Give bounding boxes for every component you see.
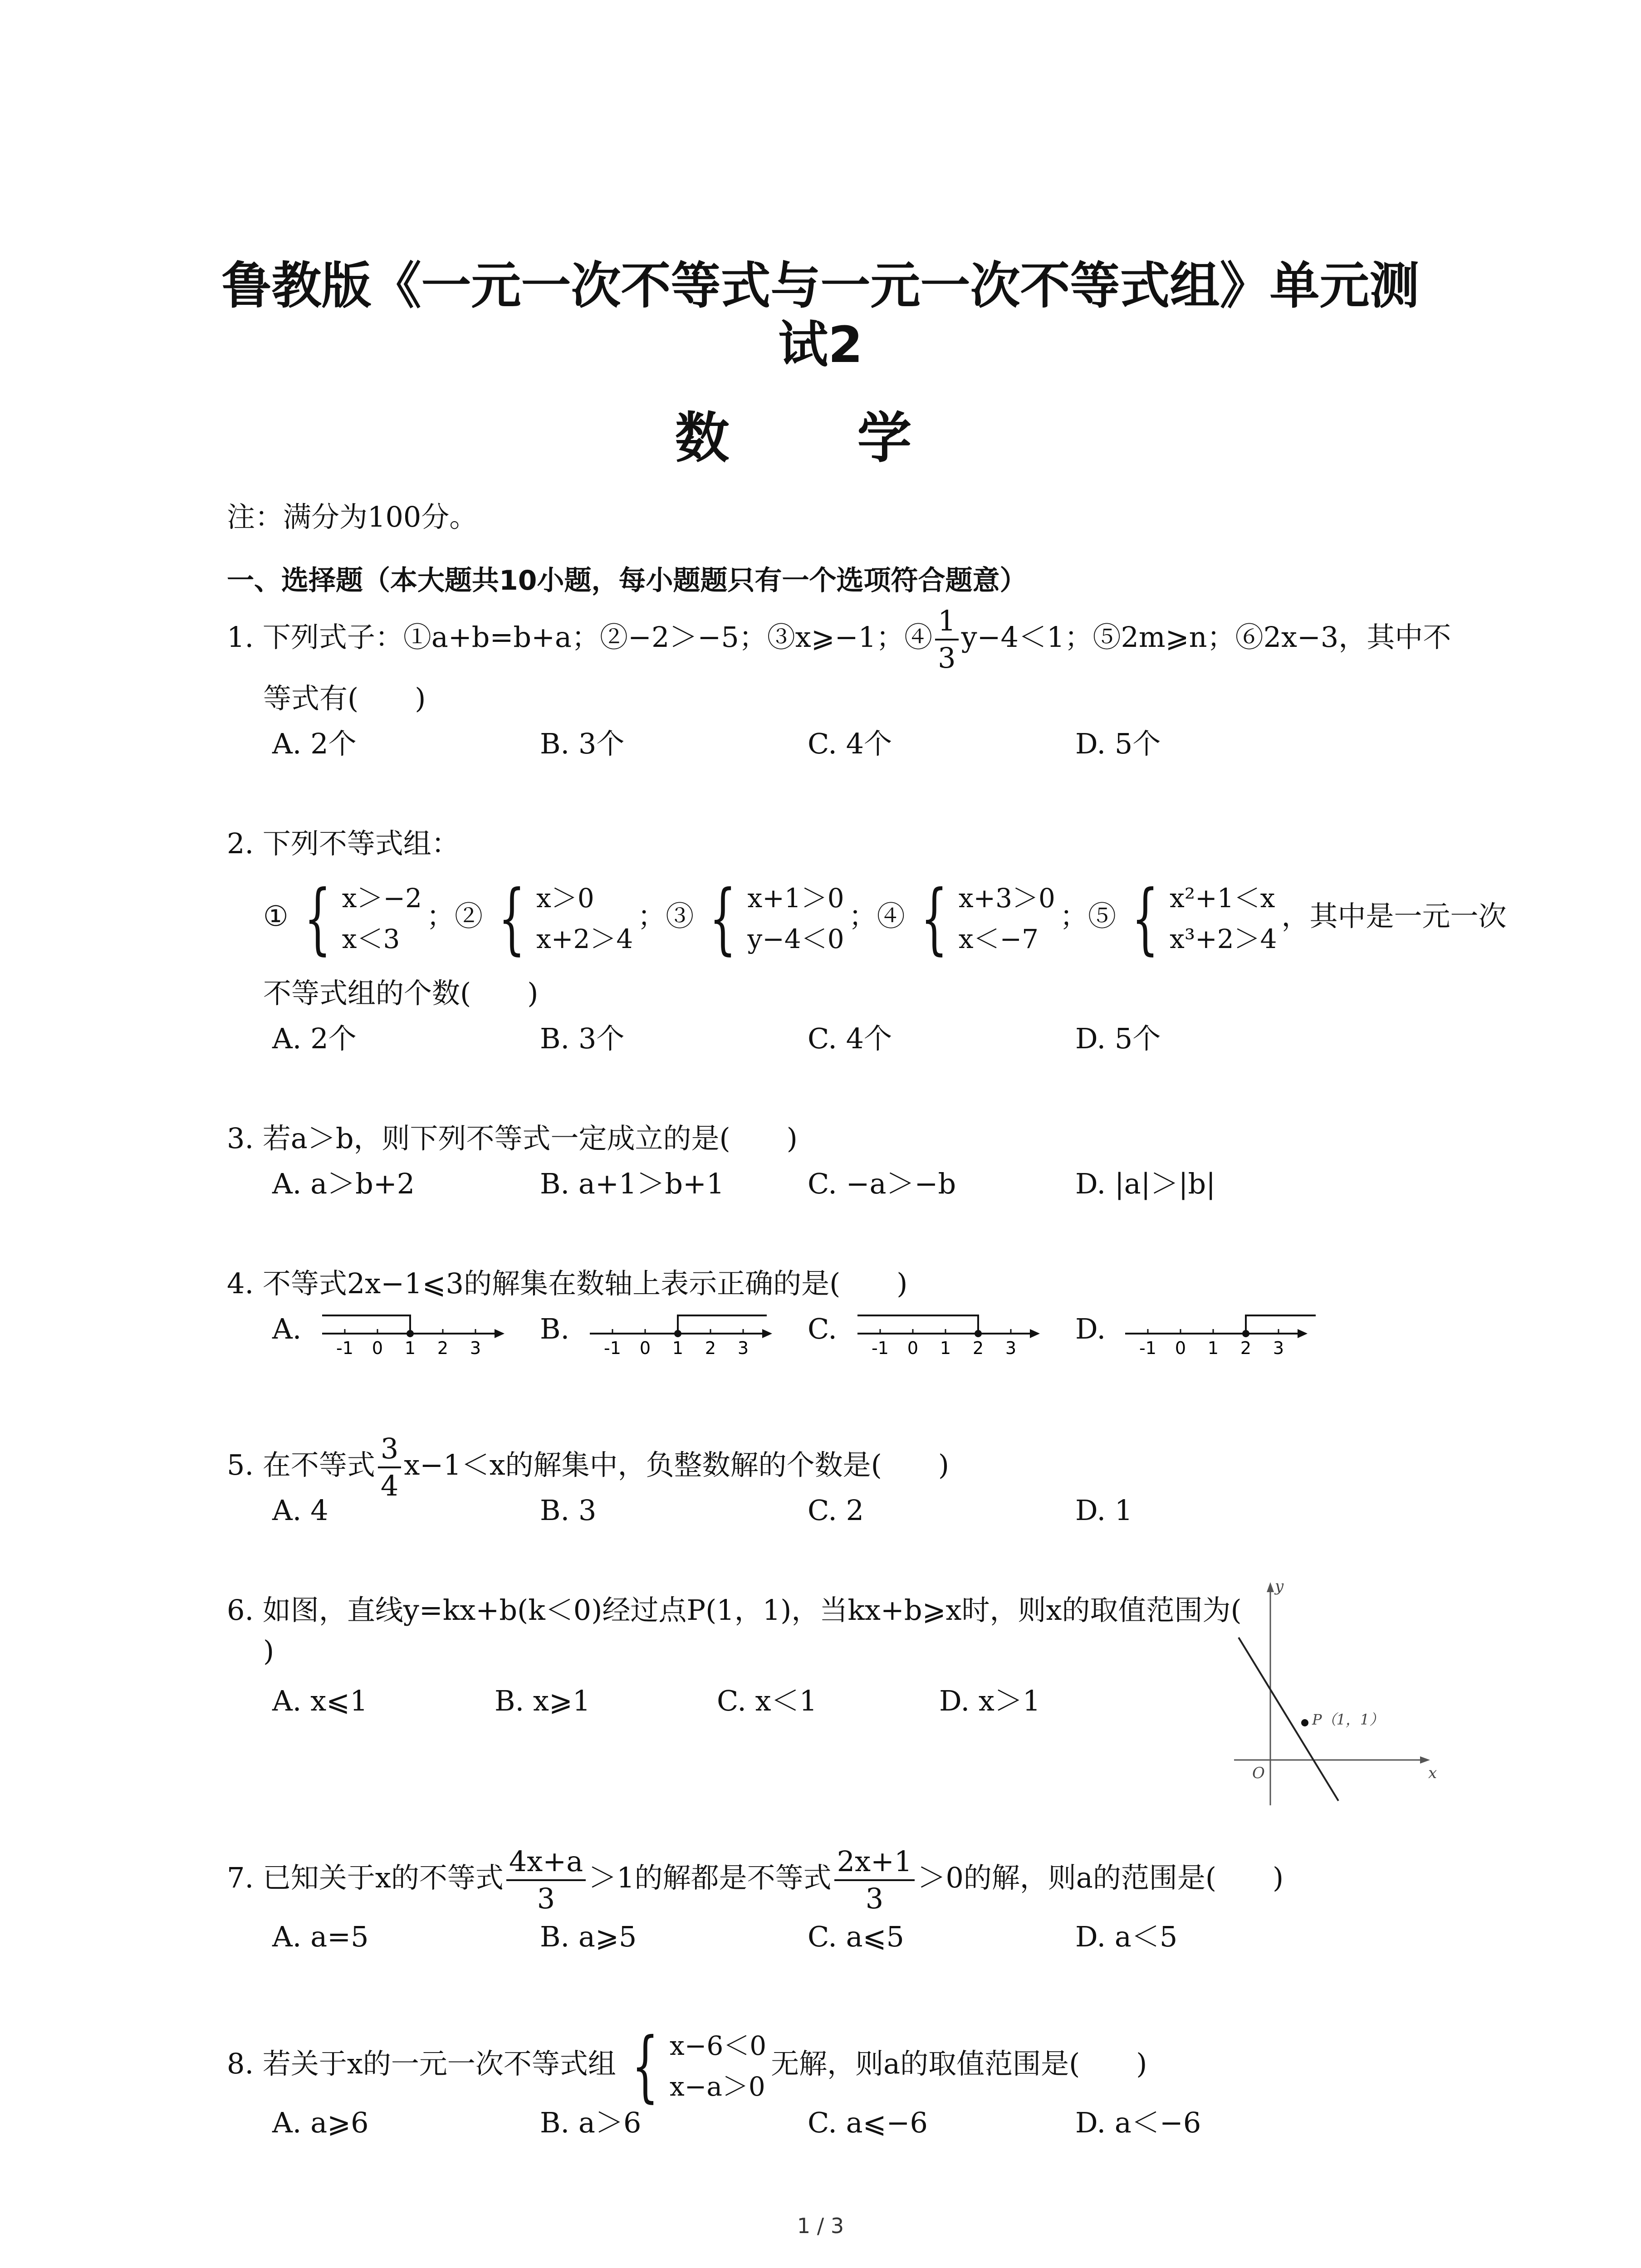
q3-option-d[interactable]: D. |a|＞|b| [1075, 1167, 1216, 1200]
q6-graph [1225, 1579, 1443, 1833]
q6-option-c[interactable]: C. x＜1 [717, 1684, 818, 1717]
tick-label: 3 [1005, 1338, 1017, 1358]
tick-label: 0 [1175, 1338, 1186, 1358]
tick-label: 3 [1273, 1338, 1284, 1358]
q4-option-d[interactable]: D. [1075, 1312, 1106, 1345]
q6-option-a[interactable]: A. x⩽1 [272, 1684, 368, 1717]
question-2-cont: 不等式组的个数( ) [263, 977, 539, 1010]
q4-option-c[interactable]: C. [808, 1312, 837, 1345]
tick-label: -1 [336, 1338, 353, 1358]
page-title-cont: 试2 [778, 316, 863, 374]
q6-option-d[interactable]: D. x＞1 [939, 1684, 1041, 1717]
q4-c-number-line [853, 1302, 1043, 1365]
question-6: 6. 如图，直线y=kx+b(k＜0)经过点P(1，1)，当kx+b⩾x时，则x的取值范围为( [227, 1593, 1242, 1627]
page-title: 鲁教版《一元一次不等式与一元一次不等式组》单元测 [221, 257, 1420, 315]
section-heading: 一、选择题（本大题共10小题，每小题题只有一个选项符合题意） [227, 565, 1027, 596]
q8-option-a[interactable]: A. a⩾6 [272, 2106, 369, 2139]
q8-option-b[interactable]: B. a＞6 [540, 2106, 642, 2139]
y-axis-label: y [1275, 1579, 1284, 1595]
question-8: 8. 若关于x的一元一次不等式组 { x−6＜0 x−a＞0 无解，则a的取值范围是( ) [227, 2021, 1147, 2111]
tick-label: -1 [604, 1338, 621, 1358]
q4-option-b[interactable]: B. [540, 1312, 570, 1345]
q5-option-b[interactable]: B. 3 [540, 1494, 597, 1527]
q3-option-a[interactable]: A. a＞b+2 [272, 1167, 415, 1200]
q2-option-b[interactable]: B. 3个 [540, 1022, 625, 1055]
q1-option-c[interactable]: C. 4个 [808, 727, 892, 760]
tick-label: 2 [972, 1338, 984, 1358]
tick-label: 1 [1207, 1338, 1219, 1358]
q3-option-b[interactable]: B. a+1＞b+1 [540, 1167, 725, 1200]
q1-option-d[interactable]: D. 5个 [1075, 727, 1161, 760]
question-2: 2. 下列不等式组： [227, 827, 460, 860]
tick-label: 2 [437, 1338, 449, 1358]
q5-option-d[interactable]: D. 1 [1075, 1494, 1133, 1527]
q4-a-number-line [318, 1302, 508, 1365]
point-p [1301, 1719, 1308, 1726]
tick-label: 3 [470, 1338, 481, 1358]
tick-label: -1 [872, 1338, 889, 1358]
q7-option-b[interactable]: B. a⩾5 [540, 1920, 637, 1953]
question-1: 1. 下列式子：①a+b=b+a；②−2＞−5；③x⩾−1；④ $\frac{1}{3}$ y−4＜1；⑤2m⩾n；⑥2x−3，其中不 [227, 604, 1451, 675]
q2-option-d[interactable]: D. 5个 [1075, 1022, 1161, 1055]
tick-label: -1 [1139, 1338, 1156, 1358]
question-2-systems: ① { x＞−2 x＜3 ；② { x＞0 x+2＞4 ；③ { x+1＞0 y−4＜0 ；④ { x+3＞0 x＜−7 ；⑤ { x²+1＜x x³+2＞4 ，其中是一元一次 [263, 873, 1507, 963]
q7-option-a[interactable]: A. a=5 [272, 1920, 369, 1953]
tick-label: 3 [737, 1338, 749, 1358]
tick-label: 2 [705, 1338, 716, 1358]
q2-option-a[interactable]: A. 2个 [272, 1022, 357, 1055]
question-7: 7. 已知关于x的不等式 $\frac{4x+a}{3}$ ＞1的解都是不等式 $\frac{2x+1}{3}$ ＞0的解，则a的范围是( ) [227, 1844, 1284, 1915]
tick-label: 1 [940, 1338, 951, 1358]
q4-d-number-line [1121, 1302, 1320, 1365]
q4-b-number-line [585, 1302, 776, 1365]
tick-label: 2 [1240, 1338, 1252, 1358]
q8-option-c[interactable]: C. a⩽−6 [808, 2106, 928, 2139]
q3-option-c[interactable]: C. −a＞−b [808, 1167, 956, 1200]
tick-label: 1 [672, 1338, 684, 1358]
question-3: 3. 若a＞b，则下列不等式一定成立的是( ) [227, 1122, 798, 1155]
tick-label: 0 [372, 1338, 383, 1358]
q1-option-b[interactable]: B. 3个 [540, 727, 625, 760]
q7-option-d[interactable]: D. a＜5 [1075, 1920, 1178, 1953]
x-axis-label: x [1428, 1764, 1437, 1782]
q5-option-a[interactable]: A. 4 [272, 1494, 328, 1527]
question-1-cont: 等式有( ) [263, 682, 426, 715]
question-4: 4. 不等式2x−1⩽3的解集在数轴上表示正确的是( ) [227, 1267, 908, 1300]
q2-option-c[interactable]: C. 4个 [808, 1022, 892, 1055]
subject-heading: 数 学 [675, 407, 966, 470]
tick-label: 0 [639, 1338, 651, 1358]
q4-option-a[interactable]: A. [272, 1312, 302, 1345]
q1-option-a[interactable]: A. 2个 [272, 727, 357, 760]
q5-option-c[interactable]: C. 2 [808, 1494, 864, 1527]
point-p-label: P（1，1） [1312, 1711, 1384, 1728]
q8-option-d[interactable]: D. a＜−6 [1075, 2106, 1201, 2139]
q6-option-b[interactable]: B. x⩾1 [495, 1684, 591, 1717]
page-number: 1 / 3 [797, 2214, 844, 2238]
score-note: 注：满分为100分。 [227, 500, 478, 533]
tick-label: 1 [404, 1338, 416, 1358]
question-5: 5. 在不等式 $\frac{3}{4}$ x−1＜x的解集中，负整数解的个数是( ) [227, 1432, 950, 1502]
q7-option-c[interactable]: C. a⩽5 [808, 1920, 905, 1953]
question-6-cont: ) [263, 1634, 274, 1667]
origin-label: O [1252, 1764, 1265, 1782]
tick-label: 0 [907, 1338, 919, 1358]
